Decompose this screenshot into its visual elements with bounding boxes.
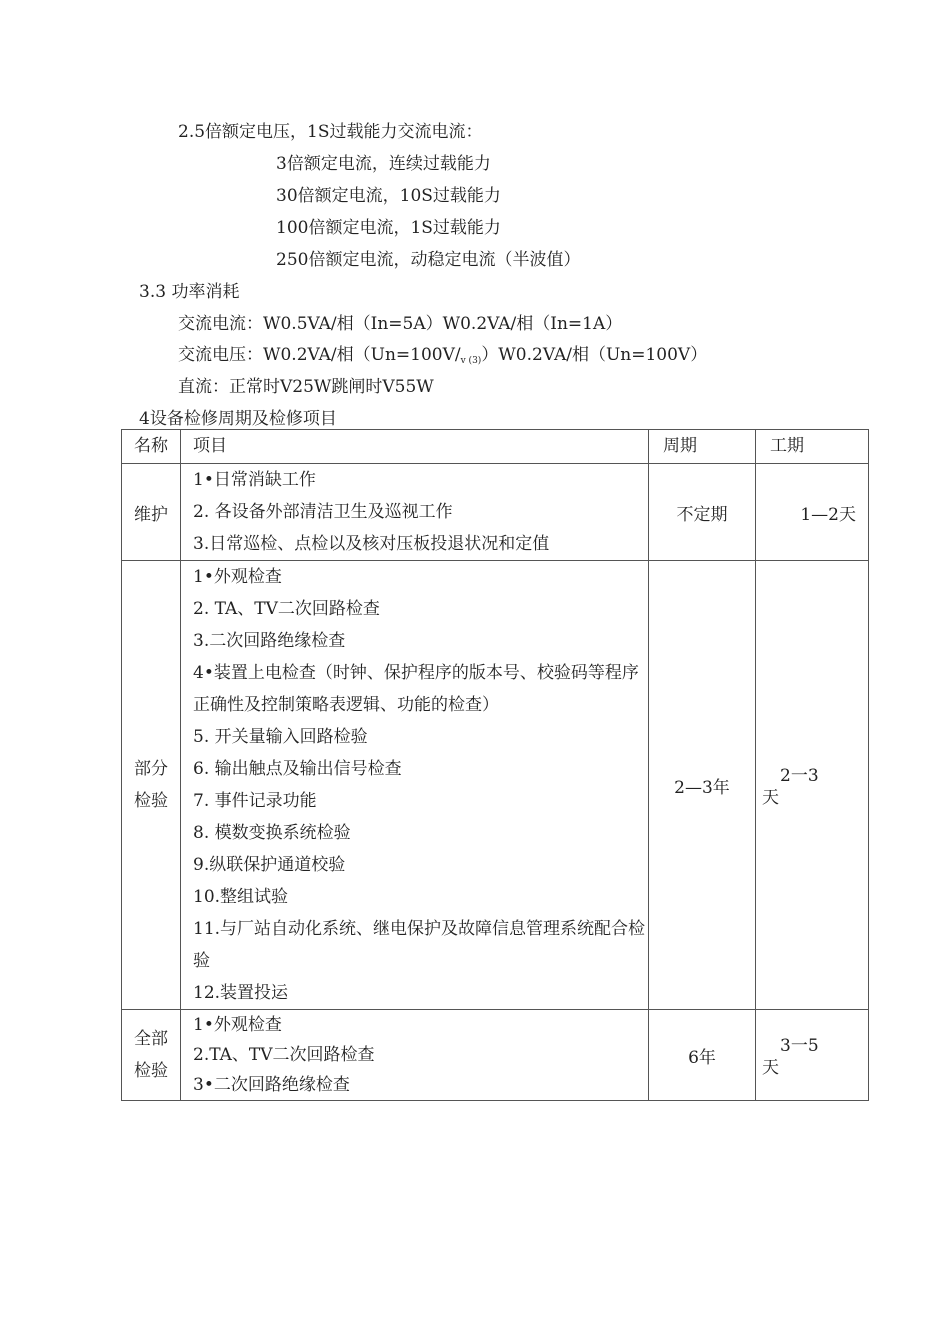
list-item: 12.装置投运	[193, 983, 289, 1003]
work-duration-full-top: 3一5	[780, 1036, 819, 1056]
list-item: 3•二次回路绝缘检查	[193, 1075, 350, 1095]
work-duration-partial-top: 2一3	[780, 766, 819, 786]
work-duration-full-bottom: 天	[762, 1058, 779, 1078]
list-item: 1•外观检查	[193, 567, 282, 587]
row-work-full	[756, 1010, 869, 1101]
list-item: 8. 模数变换系统检验	[193, 823, 351, 843]
header-name: 名称	[122, 430, 181, 464]
power-ac-voltage-post: ）W0.2VA/相（Un=100V）	[481, 345, 708, 365]
row-items-partial	[181, 561, 649, 1010]
power-ac-current: 交流电流：W0.5VA/相（In=5A）W0.2VA/相（In=1A）	[178, 314, 623, 334]
list-item: 3.日常巡检、点检以及核对压板投退状况和定值	[193, 534, 550, 554]
list-item: 2. TA、TV二次回路检查	[193, 599, 380, 619]
table-row-partial-inspection	[122, 561, 869, 1010]
power-heading: 3.3 功率消耗	[139, 282, 240, 302]
list-item: 11.与厂站自动化系统、继电保护及故障信息管理系统配合检验	[193, 919, 646, 971]
work-duration-partial-bottom: 天	[762, 788, 779, 808]
section4-heading: 4设备检修周期及检修项目	[139, 409, 337, 429]
list-item: 3.二次回路绝缘检查	[193, 631, 346, 651]
list-item: 10.整组试验	[193, 887, 289, 907]
power-ac-voltage-pre: 交流电压：W0.2VA/相（Un=100V/	[178, 345, 461, 365]
row-cycle-partial: 2—3年	[649, 561, 756, 1010]
row-items-full	[181, 1010, 649, 1101]
row-work-partial	[756, 561, 869, 1010]
row-name-full	[122, 1010, 181, 1101]
list-item: 5. 开关量输入回路检验	[193, 727, 368, 747]
list-item: 4•装置上电检查（时钟、保护程序的版本号、校验码等程序正确性及控制策略表逻辑、功能的检查）	[193, 663, 639, 715]
work-duration-partial	[756, 755, 868, 815]
list-item: 7. 事件记录功能	[193, 791, 317, 811]
list-item: 1•日常消缺工作	[193, 470, 316, 490]
list-item: 9.纵联保护通道校验	[193, 855, 346, 875]
power-ac-voltage	[178, 344, 707, 372]
row-name-partial	[122, 561, 181, 1010]
power-ac-voltage-sub: v (3)	[460, 356, 482, 366]
row-name-full-line2: 检验	[134, 1061, 168, 1081]
row-cycle-maintenance: 不定期	[649, 464, 756, 561]
row-name-full-line1: 全部	[134, 1029, 168, 1049]
row-work-maintenance: 1—2天	[756, 464, 869, 561]
header-items: 项目	[181, 430, 649, 464]
power-dc: 直流：正常时V25W跳闸时V55W	[178, 377, 434, 397]
list-item: 1•外观检查	[193, 1015, 282, 1035]
spec-current-3: 100倍额定电流，1S过载能力	[276, 218, 501, 238]
row-cycle-full: 6年	[649, 1010, 756, 1101]
maintenance-table	[121, 429, 869, 1101]
row-items-maintenance	[181, 464, 649, 561]
row-name-partial-line1: 部分	[134, 759, 168, 779]
list-item: 2.TA、TV二次回路检查	[193, 1045, 375, 1065]
spec-current-1: 3倍额定电流，连续过载能力	[276, 154, 491, 174]
row-name-maintenance: 维护	[122, 464, 181, 561]
header-work: 工期	[756, 430, 869, 464]
list-item: 6. 输出触点及输出信号检查	[193, 759, 402, 779]
work-duration-full	[756, 1025, 868, 1085]
table-header-row	[122, 430, 869, 464]
spec-voltage-overload: 2.5倍额定电压，1S过载能力交流电流：	[178, 122, 483, 142]
table-row-full-inspection	[122, 1010, 869, 1101]
header-cycle: 周期	[649, 430, 756, 464]
spec-current-2: 30倍额定电流，10S过载能力	[276, 186, 501, 206]
row-name-partial-line2: 检验	[134, 791, 168, 811]
list-item: 2. 各设备外部清洁卫生及巡视工作	[193, 502, 453, 522]
table-row-maintenance	[122, 464, 869, 561]
spec-current-4: 250倍额定电流，动稳定电流（半波值）	[276, 250, 581, 270]
